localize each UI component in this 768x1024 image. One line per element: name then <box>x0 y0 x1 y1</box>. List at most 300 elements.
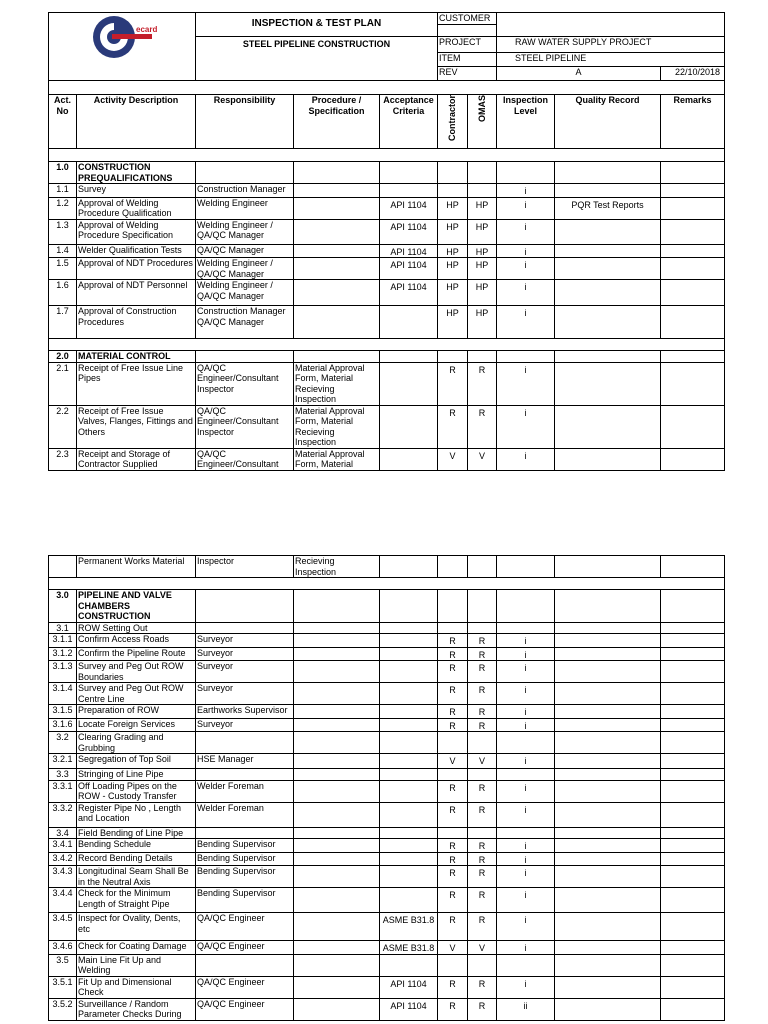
cell-responsibility: Construction Manager <box>196 184 294 198</box>
cell-activity: Confirm Access Roads <box>77 634 196 648</box>
cell-acceptance <box>380 769 438 781</box>
cell-activity: Segregation of Top Soil <box>77 754 196 769</box>
cell-contractor: R <box>438 866 468 888</box>
cell-responsibility: QA/QC Engineer <box>196 976 294 998</box>
cell-contractor: R <box>438 683 468 705</box>
cell-inspection-level <box>497 351 555 363</box>
cell-activity: Off Loading Pipes on the ROW - Custody Transfer <box>77 780 196 802</box>
cell-acceptance: API 1104 <box>380 280 438 306</box>
cell-acceptance: API 1104 <box>380 976 438 998</box>
cell-procedure <box>294 244 380 258</box>
cell-responsibility: Bending Supervisor <box>196 839 294 853</box>
cell-contractor: R <box>438 780 468 802</box>
cell-omas <box>468 556 497 578</box>
cell-procedure <box>294 590 380 623</box>
cell-quality-record <box>555 362 661 405</box>
cell-responsibility: Welder Foreman <box>196 780 294 802</box>
cell-responsibility: Construction Manager QA/QC Manager <box>196 306 294 339</box>
cell-procedure <box>294 219 380 244</box>
cell-omas: R <box>468 718 497 732</box>
cell-act-no: 2.0 <box>49 351 77 363</box>
cell-activity: Field Bending of Line Pipe <box>77 827 196 839</box>
col-responsibility: Responsibility <box>196 95 294 149</box>
cell-inspection-level <box>497 556 555 578</box>
cell-activity: Approval of Construction Procedures <box>77 306 196 339</box>
cell-procedure: Material Approval Form, Material Recieving Inspection <box>294 405 380 448</box>
cell-inspection-level: i <box>497 362 555 405</box>
cell-contractor: V <box>438 448 468 470</box>
cell-contractor <box>438 827 468 839</box>
cell-act-no: 3.3 <box>49 769 77 781</box>
cell-responsibility: Welding Engineer / QA/QC Manager <box>196 280 294 306</box>
cell-remarks <box>661 351 725 363</box>
cell-responsibility: Surveyor <box>196 661 294 683</box>
cell-activity: Survey <box>77 184 196 198</box>
cell-procedure <box>294 184 380 198</box>
cell-contractor: R <box>438 705 468 719</box>
cell-quality-record <box>555 888 661 913</box>
table-row <box>49 705 725 719</box>
cell-remarks <box>661 556 725 578</box>
col-omas: OMAS <box>468 95 497 149</box>
cell-omas: R <box>468 852 497 866</box>
cell-acceptance <box>380 590 438 623</box>
cell-act-no: 3.4.6 <box>49 941 77 955</box>
cell-responsibility <box>196 769 294 781</box>
cell-remarks <box>661 732 725 754</box>
cell-act-no: 1.4 <box>49 244 77 258</box>
customer-label-extra <box>438 25 497 37</box>
cell-quality-record <box>555 184 661 198</box>
cell-procedure <box>294 827 380 839</box>
table-row <box>49 197 725 219</box>
cell-contractor: R <box>438 976 468 998</box>
cell-activity: Stringing of Line Pipe <box>77 769 196 781</box>
table-row <box>49 661 725 683</box>
cell-omas: HP <box>468 280 497 306</box>
cell-act-no: 3.3.1 <box>49 780 77 802</box>
col-remarks: Remarks <box>661 95 725 149</box>
cell-act-no: 3.4.5 <box>49 913 77 941</box>
col-acceptance: Acceptance Criteria <box>380 95 438 149</box>
cell-acceptance <box>380 647 438 661</box>
cell-act-no: 3.1.3 <box>49 661 77 683</box>
cell-quality-record <box>555 802 661 827</box>
cell-omas: R <box>468 661 497 683</box>
cell-contractor <box>438 162 468 184</box>
cell-inspection-level: i <box>497 941 555 955</box>
spacer-cell <box>49 578 725 590</box>
cell-procedure <box>294 954 380 976</box>
cell-acceptance <box>380 306 438 339</box>
cell-acceptance <box>380 448 438 470</box>
cell-responsibility <box>196 590 294 623</box>
cell-procedure <box>294 647 380 661</box>
cell-activity: Register Pipe No , Length and Location <box>77 802 196 827</box>
cell-activity: Receipt of Free Issue Valves, Flanges, Fittings and Others <box>77 405 196 448</box>
table-row <box>49 913 725 941</box>
cell-act-no: 3.1 <box>49 622 77 634</box>
cell-activity: Clearing Grading and Grubbing <box>77 732 196 754</box>
cell-omas <box>468 162 497 184</box>
cell-inspection-level: i <box>497 754 555 769</box>
cell-responsibility <box>196 162 294 184</box>
date-value: 22/10/2018 <box>661 67 725 81</box>
cell-acceptance <box>380 954 438 976</box>
cell-remarks <box>661 448 725 470</box>
document-subtitle: STEEL PIPELINE CONSTRUCTION <box>196 37 438 81</box>
cell-contractor: R <box>438 634 468 648</box>
cell-procedure <box>294 941 380 955</box>
cell-procedure <box>294 866 380 888</box>
cell-inspection-level: i <box>497 839 555 853</box>
cell-procedure <box>294 622 380 634</box>
cell-procedure <box>294 683 380 705</box>
cell-responsibility: Surveyor <box>196 647 294 661</box>
table-row <box>49 351 725 363</box>
cell-activity: Permanent Works Material <box>77 556 196 578</box>
table-row <box>49 556 725 578</box>
cell-omas: R <box>468 913 497 941</box>
cell-remarks <box>661 802 725 827</box>
cell-act-no: 3.3.2 <box>49 802 77 827</box>
cell-inspection-level: i <box>497 405 555 448</box>
cell-omas: R <box>468 705 497 719</box>
cell-remarks <box>661 362 725 405</box>
cell-activity: Surveillance / Random Parameter Checks During <box>77 998 196 1020</box>
cell-quality-record <box>555 556 661 578</box>
cell-act-no: 3.1.6 <box>49 718 77 732</box>
cell-remarks <box>661 184 725 198</box>
project-label: PROJECT <box>438 37 497 53</box>
itp-table-page2 <box>48 555 725 1021</box>
cell-omas: R <box>468 888 497 913</box>
cell-act-no: 3.4.3 <box>49 866 77 888</box>
cell-procedure <box>294 162 380 184</box>
cell-contractor <box>438 351 468 363</box>
table-row <box>49 162 725 184</box>
cell-contractor: R <box>438 888 468 913</box>
table-row <box>49 754 725 769</box>
cell-quality-record <box>555 219 661 244</box>
cell-inspection-level: i <box>497 306 555 339</box>
cell-omas <box>468 827 497 839</box>
cell-quality-record <box>555 754 661 769</box>
cell-activity: Record Bending Details <box>77 852 196 866</box>
cell-responsibility: QA/QC Engineer <box>196 998 294 1020</box>
col-procedure: Procedure / Specification <box>294 95 380 149</box>
cell-acceptance: API 1104 <box>380 258 438 280</box>
cell-act-no: 1.2 <box>49 197 77 219</box>
cell-act-no: 3.1.2 <box>49 647 77 661</box>
cell-remarks <box>661 661 725 683</box>
cell-contractor: HP <box>438 244 468 258</box>
cell-procedure <box>294 634 380 648</box>
cell-activity: Approval of NDT Personnel <box>77 280 196 306</box>
cell-remarks <box>661 888 725 913</box>
table-row <box>49 802 725 827</box>
cell-procedure <box>294 913 380 941</box>
cell-contractor: R <box>438 647 468 661</box>
cell-act-no: 3.5.2 <box>49 998 77 1020</box>
cell-procedure <box>294 258 380 280</box>
cell-quality-record <box>555 780 661 802</box>
cell-activity: Fit Up and Dimensional Check <box>77 976 196 998</box>
cell-acceptance: API 1104 <box>380 244 438 258</box>
cell-inspection-level: i <box>497 244 555 258</box>
cell-procedure <box>294 705 380 719</box>
spacer-row <box>49 578 725 590</box>
cell-procedure <box>294 769 380 781</box>
cell-act-no <box>49 556 77 578</box>
cell-omas: R <box>468 405 497 448</box>
cell-responsibility: Welder Foreman <box>196 802 294 827</box>
table-row <box>49 954 725 976</box>
table-row <box>49 590 725 623</box>
cell-activity: Longitudinal Seam Shall Be in the Neutral Axis <box>77 866 196 888</box>
table-row <box>49 718 725 732</box>
cell-omas <box>468 622 497 634</box>
cell-responsibility <box>196 954 294 976</box>
logo-text: ecard <box>136 25 158 34</box>
cell-quality-record <box>555 827 661 839</box>
cell-omas: V <box>468 448 497 470</box>
cell-inspection-level <box>497 769 555 781</box>
spacer-cell <box>49 339 725 351</box>
cell-acceptance: ASME B31.8 <box>380 913 438 941</box>
cell-responsibility: Welding Engineer / QA/QC Manager <box>196 219 294 244</box>
spacer-row <box>49 339 725 351</box>
cell-act-no: 3.4.4 <box>49 888 77 913</box>
cell-omas: R <box>468 976 497 998</box>
cell-remarks <box>661 954 725 976</box>
table-row <box>49 184 725 198</box>
cell-contractor: R <box>438 405 468 448</box>
customer-value <box>497 13 725 37</box>
cell-acceptance <box>380 405 438 448</box>
table-row <box>49 405 725 448</box>
cell-procedure: Material Approval Form, Material Recieving Inspection <box>294 362 380 405</box>
cell-omas: R <box>468 683 497 705</box>
cell-quality-record <box>555 661 661 683</box>
cell-inspection-level: i <box>497 219 555 244</box>
cell-omas: R <box>468 634 497 648</box>
cell-activity: Check for Coating Damage <box>77 941 196 955</box>
cell-acceptance <box>380 718 438 732</box>
cell-quality-record <box>555 941 661 955</box>
cell-contractor: HP <box>438 219 468 244</box>
table-row <box>49 647 725 661</box>
cell-responsibility <box>196 827 294 839</box>
cell-activity: Locate Foreign Services <box>77 718 196 732</box>
col-act-no: Act. No <box>49 95 77 149</box>
cell-contractor: HP <box>438 306 468 339</box>
cell-remarks <box>661 590 725 623</box>
cell-act-no: 3.5 <box>49 954 77 976</box>
table-row <box>49 280 725 306</box>
cell-contractor: R <box>438 998 468 1020</box>
cell-acceptance <box>380 661 438 683</box>
cell-omas: HP <box>468 219 497 244</box>
cell-remarks <box>661 244 725 258</box>
cell-quality-record <box>555 705 661 719</box>
cell-responsibility: Surveyor <box>196 683 294 705</box>
cell-activity: PIPELINE AND VALVE CHAMBERS CONSTRUCTION <box>77 590 196 623</box>
cell-activity: Bending Schedule <box>77 839 196 853</box>
cell-inspection-level <box>497 162 555 184</box>
cell-act-no: 3.2.1 <box>49 754 77 769</box>
cell-quality-record <box>555 162 661 184</box>
cell-procedure <box>294 306 380 339</box>
cell-inspection-level: i <box>497 976 555 998</box>
table-row <box>49 219 725 244</box>
cell-contractor: V <box>438 941 468 955</box>
cell-act-no: 3.4.2 <box>49 852 77 866</box>
table-row <box>49 888 725 913</box>
cell-activity: Approval of Welding Procedure Qualification <box>77 197 196 219</box>
cell-responsibility: Surveyor <box>196 718 294 732</box>
cell-acceptance <box>380 556 438 578</box>
cell-contractor: R <box>438 661 468 683</box>
cell-inspection-level: i <box>497 683 555 705</box>
cell-remarks <box>661 622 725 634</box>
cell-quality-record <box>555 280 661 306</box>
cell-procedure <box>294 732 380 754</box>
cell-omas: V <box>468 754 497 769</box>
cell-contractor: R <box>438 362 468 405</box>
cell-procedure: Recieving Inspection <box>294 556 380 578</box>
cell-inspection-level: i <box>497 913 555 941</box>
cell-contractor: HP <box>438 280 468 306</box>
cell-acceptance <box>380 705 438 719</box>
cell-remarks <box>661 780 725 802</box>
cell-acceptance <box>380 839 438 853</box>
cell-omas: R <box>468 362 497 405</box>
cell-acceptance <box>380 866 438 888</box>
cell-quality-record <box>555 590 661 623</box>
cell-acceptance <box>380 184 438 198</box>
cell-inspection-level <box>497 954 555 976</box>
cell-remarks <box>661 634 725 648</box>
cell-contractor <box>438 622 468 634</box>
cell-activity: Preparation of ROW <box>77 705 196 719</box>
cell-omas <box>468 184 497 198</box>
cell-act-no: 3.1.5 <box>49 705 77 719</box>
cell-procedure: Material Approval Form, Material <box>294 448 380 470</box>
cell-acceptance <box>380 622 438 634</box>
cell-contractor: HP <box>438 258 468 280</box>
cell-omas <box>468 351 497 363</box>
cell-remarks <box>661 769 725 781</box>
cell-contractor <box>438 184 468 198</box>
cell-remarks <box>661 913 725 941</box>
cell-inspection-level: i <box>497 866 555 888</box>
item-label: ITEM <box>438 53 497 67</box>
table-row <box>49 634 725 648</box>
cell-quality-record <box>555 258 661 280</box>
cell-act-no: 3.1.1 <box>49 634 77 648</box>
table-row <box>49 306 725 339</box>
cell-acceptance <box>380 827 438 839</box>
cell-activity: Survey and Peg Out ROW Centre Line <box>77 683 196 705</box>
cell-contractor: R <box>438 839 468 853</box>
cell-acceptance <box>380 732 438 754</box>
table-row <box>49 866 725 888</box>
cell-acceptance <box>380 162 438 184</box>
cell-omas <box>468 590 497 623</box>
cell-responsibility: QA/QC Engineer/Consultant Inspector <box>196 362 294 405</box>
cell-responsibility: Bending Supervisor <box>196 888 294 913</box>
cell-procedure <box>294 802 380 827</box>
cell-inspection-level <box>497 622 555 634</box>
col-inspection-level: Inspection Level <box>497 95 555 149</box>
cell-act-no: 3.1.4 <box>49 683 77 705</box>
spacer-row <box>49 81 725 95</box>
col-quality-record: Quality Record <box>555 95 661 149</box>
cell-acceptance <box>380 362 438 405</box>
cell-inspection-level: i <box>497 448 555 470</box>
cell-responsibility: QA/QC Engineer/Consultant <box>196 448 294 470</box>
cell-quality-record <box>555 732 661 754</box>
cell-responsibility: Earthworks Supervisor <box>196 705 294 719</box>
cell-act-no: 2.2 <box>49 405 77 448</box>
cell-responsibility: QA/QC Engineer <box>196 913 294 941</box>
cell-contractor: R <box>438 852 468 866</box>
cell-act-no: 3.4.1 <box>49 839 77 853</box>
cell-omas <box>468 769 497 781</box>
table-row <box>49 827 725 839</box>
cell-activity: Inspect for Ovality, Dents, etc <box>77 913 196 941</box>
cell-activity: CONSTRUCTION PREQUALIFICATIONS <box>77 162 196 184</box>
cell-quality-record <box>555 852 661 866</box>
table-row <box>49 780 725 802</box>
cell-omas <box>468 732 497 754</box>
col-activity: Activity Description <box>77 95 196 149</box>
cell-responsibility: Welding Engineer / QA/QC Manager <box>196 258 294 280</box>
cell-activity: Main Line Fit Up and Welding <box>77 954 196 976</box>
cell-responsibility: HSE Manager <box>196 754 294 769</box>
cell-responsibility <box>196 351 294 363</box>
cell-procedure <box>294 852 380 866</box>
cell-responsibility <box>196 622 294 634</box>
cell-activity: Welder Qualification Tests <box>77 244 196 258</box>
document-title: INSPECTION & TEST PLAN <box>196 13 438 37</box>
cell-activity: Confirm the Pipeline Route <box>77 647 196 661</box>
table-row <box>49 258 725 280</box>
cell-quality-record <box>555 405 661 448</box>
cell-act-no: 3.4 <box>49 827 77 839</box>
cell-procedure <box>294 197 380 219</box>
cell-omas: HP <box>468 306 497 339</box>
cell-procedure <box>294 280 380 306</box>
cell-inspection-level: i <box>497 705 555 719</box>
cell-remarks <box>661 866 725 888</box>
cell-omas: R <box>468 866 497 888</box>
cell-quality-record <box>555 683 661 705</box>
cell-acceptance: API 1104 <box>380 197 438 219</box>
cell-remarks <box>661 754 725 769</box>
cell-quality-record <box>555 866 661 888</box>
cell-activity: Approval of NDT Procedures <box>77 258 196 280</box>
cell-activity: ROW Setting Out <box>77 622 196 634</box>
cell-omas: R <box>468 839 497 853</box>
cell-inspection-level: i <box>497 197 555 219</box>
cell-act-no: 1.0 <box>49 162 77 184</box>
spacer-row <box>49 149 725 162</box>
table-row <box>49 362 725 405</box>
cell-acceptance <box>380 754 438 769</box>
table-row <box>49 683 725 705</box>
